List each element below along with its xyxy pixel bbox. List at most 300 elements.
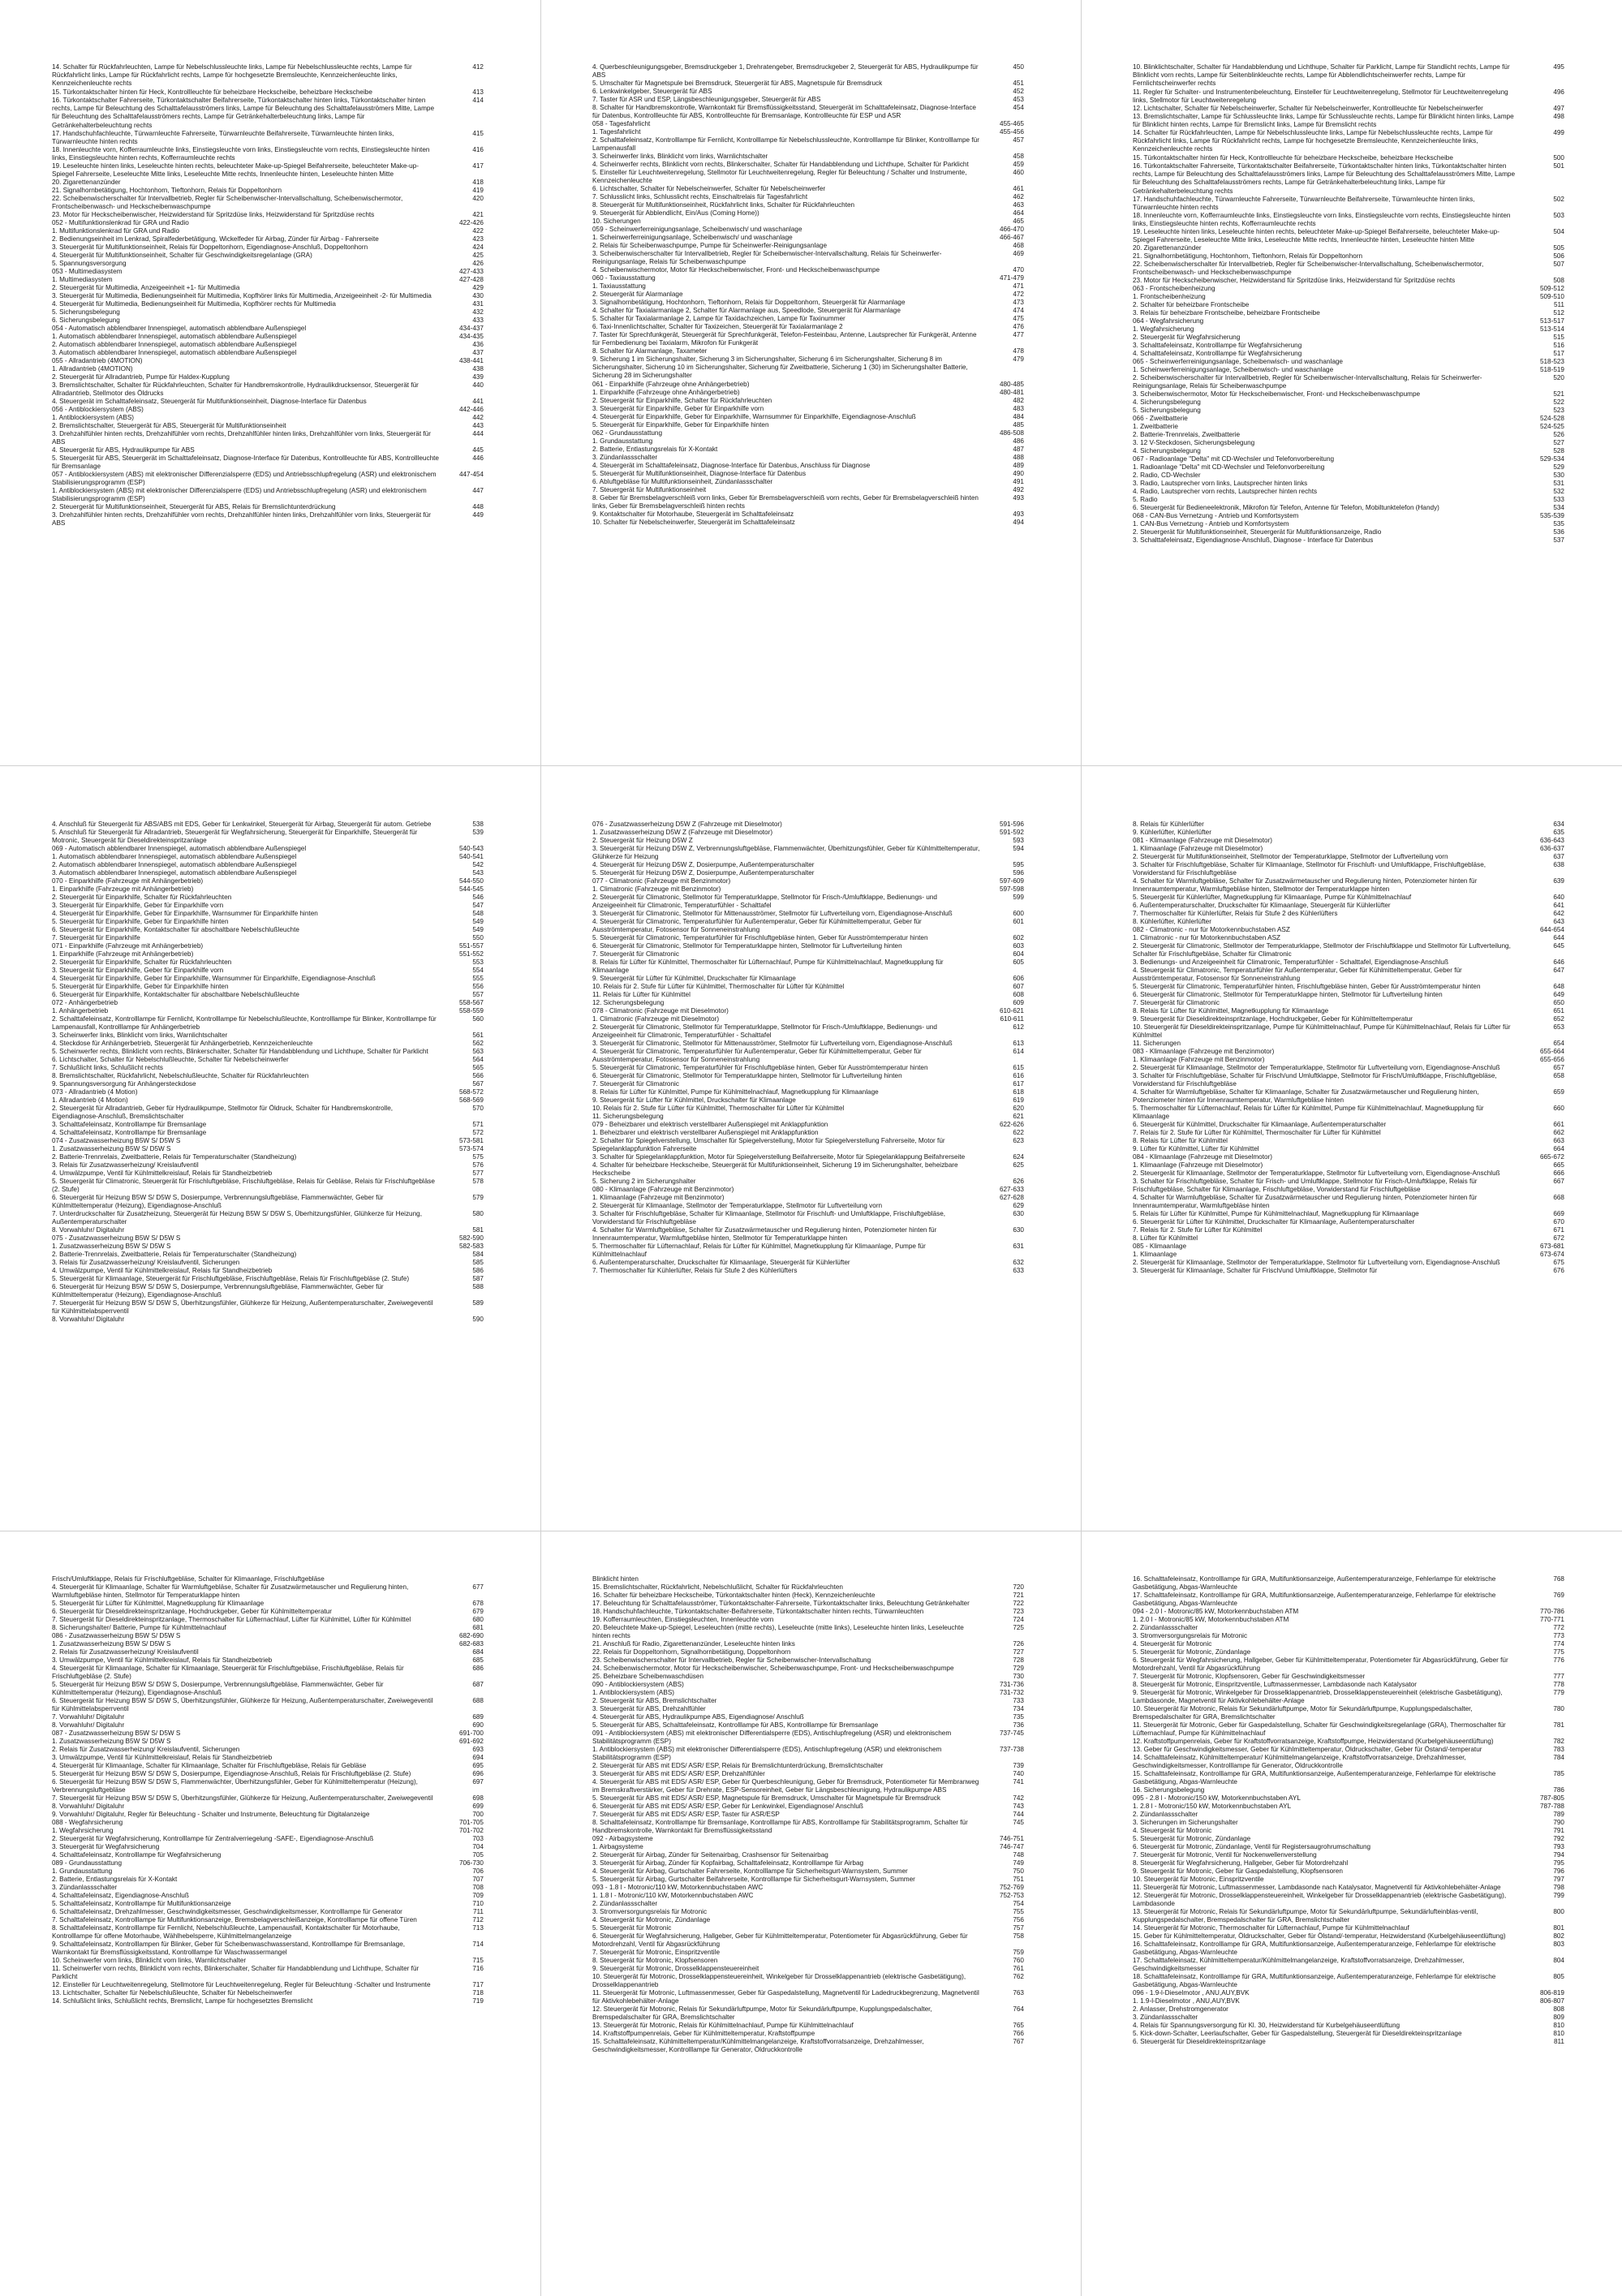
entry-title: 5. Steuergerät für Heizung B5W S/ D5W S, Dosierpumpe, Verbrennungsluftgebläse, Flammenwächter, Geber für Kühlmitteltemperatur (Heizung), Eigendiagnose-Anschluß bbox=[52, 1681, 384, 1697]
entry-title: 23. Motor für Heckscheibenwischer, Heizwiderstand für Spritzdüse links, Heizwiderstand für Spritzdüse rechts bbox=[1133, 277, 1456, 284]
entry-title: 1. Beheizbarer und elektrisch verstellbarer Außenspiegel mit Anklappfunktion bbox=[592, 1129, 819, 1136]
entry-title: 9. Steuergerät für Motronic, Drosselklappensteuereinheit bbox=[592, 1965, 759, 1972]
entry-page-number: 792 bbox=[1553, 1835, 1564, 1842]
index-entry bbox=[52, 414, 484, 422]
entry-page-number: 475 bbox=[1013, 315, 1024, 322]
entry-page-number: 755 bbox=[1013, 1908, 1024, 1915]
entry-title: 3. Scheibenwischerschalter für Intervallbetrieb, Regler für Scheibenwischer-Intervallschaltung, Relais für Scheinwerfer-Reinigungsanlage, Relais für Scheibenwaschpumpe bbox=[592, 250, 942, 266]
entry-page-number: 691-692 bbox=[458, 1738, 484, 1745]
index-entry bbox=[592, 193, 1024, 201]
index-entry bbox=[52, 1129, 484, 1137]
index-entry bbox=[1133, 1007, 1564, 1015]
entry-page-number: 556 bbox=[472, 983, 484, 990]
index-entry bbox=[52, 1608, 484, 1616]
entry-title: 3. Schalttafeleinsatz, Kontrolllampe für Wegfahrsicherung bbox=[1133, 342, 1302, 349]
entry-page-number: 741 bbox=[1013, 1778, 1024, 1786]
index-entry bbox=[1133, 1721, 1564, 1738]
entry-title: 12. Lichtschalter, Schalter für Nebelscheinwerfer, Schalter für Nebelscheinwerfer, Kontrollleuchte für Nebelscheinwerfer bbox=[1133, 105, 1483, 112]
index-entry bbox=[1133, 910, 1564, 918]
entry-page-number: 744 bbox=[1013, 1811, 1024, 1818]
entry-page-number: 451 bbox=[1013, 80, 1024, 87]
entry-title: 4. Steuergerät für Einparkhilfe, Geber für Einparkhilfe, Warnsummer für Einparkhilfe, Eigendiagnose-Anschluß bbox=[592, 413, 916, 420]
entry-page-number: 752-753 bbox=[999, 1892, 1024, 1899]
entry-title: 5. Schalttafeleinsatz, Kontrolllampe für Multifunktionsanzeige bbox=[52, 1900, 231, 1907]
entry-page-number: 673-681 bbox=[1539, 1243, 1564, 1250]
entry-page-number: 513-514 bbox=[1539, 325, 1564, 333]
entry-page-number: 455-465 bbox=[999, 120, 1024, 127]
index-page-5 bbox=[592, 821, 1024, 1518]
entry-title: 23. Motor für Heckscheibenwischer, Heizwiderstand für Spritzdüse links, Heizwiderstand für Spritzdüse rechts bbox=[52, 211, 375, 218]
entry-title: 1. Frontscheibenheizung bbox=[1133, 293, 1206, 300]
entry-page-number: 763 bbox=[1013, 1989, 1024, 1997]
entry-page-number: 775 bbox=[1553, 1648, 1564, 1656]
entry-title: 8. Schalter für Handbremskontrolle, Warnkontakt für Bremsflüssigkeitsstand, Steuergerät im Schalttafeleinsatz, Diagnose-Interface für Datenbus, Kontrollleuchte für ABS, Kontrollleuchte für Bremsanlage, Kontrollleuchte für ESP und ASR bbox=[592, 104, 976, 120]
entry-title: 4. Steuergerät für Klimaanlage, Schalter für Klimaanlage, Schalter für Frischluftgebläse, Relais für Gebläse bbox=[52, 1762, 367, 1769]
entry-title: 21. Signalhornbetätigung, Hochtonhorn, Tieftonhorn, Relais für Doppeltonhorn bbox=[52, 187, 282, 194]
entry-page-number: 513-517 bbox=[1539, 317, 1564, 325]
entry-title: 6. Steuergerät für Motronic, Zündanlage, Ventil für Registersaugrohrumschaltung bbox=[1133, 1843, 1371, 1850]
index-entry bbox=[52, 894, 484, 902]
entry-page-number: 772 bbox=[1553, 1624, 1564, 1631]
entry-title: 1. Zusatzwasserheizung B5W S/ D5W S bbox=[52, 1640, 171, 1648]
index-entry bbox=[592, 299, 1024, 307]
entry-page-number: 668 bbox=[1553, 1194, 1564, 1201]
entry-page-number: 754 bbox=[1013, 1900, 1024, 1907]
entry-title: 4. Schalter für beheizbare Heckscheibe, Steuergerät für Multifunktionseinheit, Sicherung 19 im Sicherungshalter, beheizbare Heckscheibe bbox=[592, 1161, 958, 1178]
entry-page-number: 517 bbox=[1553, 350, 1564, 357]
index-entry bbox=[1133, 520, 1564, 528]
index-entry bbox=[52, 1778, 484, 1794]
entry-title: 9. Steuergerät für Lüfter für Kühlmittel, Druckschalter für Klimaanlage bbox=[592, 1096, 796, 1104]
entry-title: 8. Bremslichtschalter, Rückfahrlicht, Nebelschlußleuchte, Schalter für Rückfahrleuchten bbox=[52, 1072, 309, 1079]
entry-title: 2. Anlasser, Drehstromgenerator bbox=[1133, 2005, 1228, 2013]
entry-title: 1. Multifunktionslenkrad für GRA und Radio bbox=[52, 227, 180, 235]
entry-title: 4. Sicherungsbelegung bbox=[1133, 398, 1201, 406]
entry-title: 2. Batterie-Trennrelais, Zweitbatterie bbox=[1133, 431, 1241, 438]
index-entry bbox=[592, 1048, 1024, 1064]
entry-page-number: 596 bbox=[1013, 869, 1024, 877]
entry-title: 054 - Automatisch abblendbarer Innenspiegel, automatisch abblendbare Außenspiegel bbox=[52, 325, 307, 332]
entry-title: 1. Scheinwerferreinigungsanlage, Scheibenwisch- und waschanlage bbox=[1133, 366, 1334, 373]
index-entry bbox=[592, 226, 1024, 234]
index-entry bbox=[52, 227, 484, 235]
index-entry bbox=[1133, 1746, 1564, 1754]
entry-page-number: 570 bbox=[472, 1105, 484, 1112]
entry-title: 9. Kontaktschalter für Motorhaube, Steuergerät im Schalttafeleinsatz bbox=[592, 510, 794, 518]
index-entry bbox=[52, 243, 484, 252]
entry-page-number: 582-583 bbox=[458, 1243, 484, 1250]
entry-page-number: 554 bbox=[472, 967, 484, 974]
entry-page-number: 497 bbox=[1553, 105, 1564, 112]
entry-page-number: 450 bbox=[1013, 63, 1024, 71]
entry-page-number: 610-611 bbox=[1000, 1015, 1024, 1023]
entry-page-number: 707 bbox=[472, 1876, 484, 1883]
index-entry bbox=[1133, 1973, 1564, 1989]
entry-title: 1. 1.9-l-Dieselmotor , ANU,AUY,BVK bbox=[1133, 1997, 1240, 2005]
entry-page-number: 466-467 bbox=[999, 234, 1024, 241]
entry-page-number: 705 bbox=[472, 1851, 484, 1859]
index-entry bbox=[52, 967, 484, 975]
entry-page-number: 742 bbox=[1013, 1794, 1024, 1802]
entry-page-number: 501 bbox=[1553, 162, 1564, 170]
index-entry bbox=[52, 1153, 484, 1161]
entry-page-number: 625 bbox=[1013, 1161, 1024, 1169]
entry-page-number: 602 bbox=[1013, 934, 1024, 941]
entry-page-number: 647 bbox=[1553, 967, 1564, 974]
entry-title: 3. Steuergerät für Einparkhilfe, Geber für Einparkhilfe vorn bbox=[592, 405, 764, 412]
index-entry bbox=[52, 1040, 484, 1048]
entry-page-number: 790 bbox=[1553, 1819, 1564, 1826]
entry-title: Blinklicht hinten bbox=[592, 1575, 639, 1583]
entry-title: 19. Leseleuchte hinten links, Leseleuchte hinten rechts, beleuchteter Make-up-Spiegel Beifahrerseite, beleuchteter Make-up-Spiegel Fahrerseite, Leseleuchte Mitte links, Leseleuchte Mitte rechts, Innenleuchte hinten, Leseleuchte hinten Mitte bbox=[1133, 228, 1499, 244]
entry-page-number: 465 bbox=[1013, 218, 1024, 225]
entry-page-number: 764 bbox=[1013, 2005, 1024, 2013]
index-entry bbox=[592, 355, 1024, 381]
entry-page-number: 737-745 bbox=[999, 1730, 1024, 1737]
index-entry bbox=[52, 1640, 484, 1648]
index-entry bbox=[52, 1178, 484, 1194]
entry-page-number: 650 bbox=[1553, 999, 1564, 1006]
entry-page-number: 621 bbox=[1013, 1113, 1024, 1120]
entry-title: 3. Drehzahlfühler hinten rechts, Drehzahlfühler vorn rechts, Drehzahlfühler hinten links, Drehzahlfühler vorn links, Steuergerät für ABS bbox=[52, 430, 431, 446]
entry-title: 1. Automatisch abblendbarer Innenspiegel, automatisch abblendbare Außenspiegel bbox=[52, 333, 297, 340]
index-entry bbox=[1133, 390, 1564, 398]
entry-title: 5. Steuergerät für Climatronic, Temperaturfühler für Frischluftgebläse hinten, Geber für Ausströmtemperatur hinten bbox=[592, 1064, 928, 1071]
entry-page-number: 657 bbox=[1553, 1064, 1564, 1071]
entry-page-number: 463 bbox=[1013, 201, 1024, 209]
entry-page-number: 518-523 bbox=[1539, 358, 1564, 365]
index-entry bbox=[52, 1981, 484, 1989]
index-entry bbox=[1133, 374, 1564, 390]
entry-title: 2. Steuergerät für Airbag, Zünder für Seitenairbag, Crashsensor für Seitenairbag bbox=[592, 1851, 828, 1859]
index-entry bbox=[52, 885, 484, 894]
entry-page-number: 731-732 bbox=[999, 1689, 1024, 1696]
index-entry bbox=[1133, 1803, 1564, 1811]
entry-page-number: 778 bbox=[1553, 1681, 1564, 1688]
index-entry bbox=[592, 1161, 1024, 1178]
entry-title: 3. Signalhornbetätigung, Hochtonhorn, Tieftonhorn, Relais für Doppeltonhorn, Steuergerät für Alarmanlage bbox=[592, 299, 906, 306]
entry-page-number: 581 bbox=[472, 1226, 484, 1234]
entry-page-number: 499 bbox=[1553, 129, 1564, 136]
index-entry bbox=[1133, 821, 1564, 829]
index-entry bbox=[592, 510, 1024, 519]
index-entry bbox=[1133, 1754, 1564, 1770]
page-divider-vertical bbox=[1081, 0, 1082, 2296]
entry-page-number: 624 bbox=[1013, 1153, 1024, 1161]
index-entry bbox=[52, 88, 484, 97]
entry-title: 10. Relais für 2. Stufe für Lüfter für Kühlmittel, Thermoschalter für Lüfter für Kühlmittel bbox=[592, 983, 845, 990]
entry-title: 4. Steuergerät für Climatronic, Temperaturfühler für Außentemperatur, Geber für Kühlmitteltemperatur, Geber für Ausströmtemperatur, Fotosensor für Sonneneinstrahlung bbox=[592, 1048, 922, 1064]
index-entry bbox=[592, 958, 1024, 975]
index-entry bbox=[592, 1113, 1024, 1121]
entry-title: 2. Bedienungseinheit im Lenkrad, Spiralfederbetätigung, Wickelfeder für Airbag, Zünder für Airbag - Fahrerseite bbox=[52, 235, 379, 243]
index-entry bbox=[592, 413, 1024, 421]
entry-page-number: 636-637 bbox=[1539, 845, 1564, 852]
entry-title: 7. Steuergerät für Climatronic bbox=[592, 1080, 679, 1088]
entry-title: 6. Steuergerät für Climatronic, Stellmotor für Temperaturklappe hinten, Stellmotor für Luftverteilung hinten bbox=[1133, 991, 1443, 998]
entry-title: 1. Einparkhilfe (Fahrzeuge ohne Anhängerbetrieb) bbox=[592, 389, 740, 396]
index-entry bbox=[592, 1064, 1024, 1072]
index-entry bbox=[1133, 244, 1564, 252]
index-entry bbox=[592, 1592, 1024, 1600]
index-entry bbox=[52, 1007, 484, 1015]
index-entry bbox=[52, 1105, 484, 1121]
entry-page-number: 622 bbox=[1013, 1129, 1024, 1136]
index-entry bbox=[1133, 918, 1564, 926]
entry-title: 5. Thermoschalter für Lüfternachlauf, Relais für Lüfter für Kühlmittel, Pumpe für Kühlmittelnachlauf, Magnetkupplung für Klimaanlage bbox=[1133, 1105, 1484, 1121]
entry-page-number: 582-590 bbox=[458, 1234, 484, 1242]
entry-page-number: 719 bbox=[472, 1997, 484, 2005]
entry-title: 10. Relais für 2. Stufe für Lüfter für Kühlmittel, Thermoschalter für Lüfter für Kühlmittel bbox=[592, 1105, 845, 1112]
entry-title: 3. Steuergerät für Multifunktionseinheit, Relais für Doppeltonhorn, Eigendiagnose-Anschluß, Doppeltonhorn bbox=[52, 243, 368, 251]
entry-page-number: 612 bbox=[1013, 1023, 1024, 1031]
entry-title: 3. Schalter für Frischluftgebläse, Schalter für Frisch/und Umluftklappe, Stellmotor für Frisch/Umluftklappe, Frischluftgebläse, Vorwiderstand für Frischluftgebläse bbox=[1133, 1072, 1497, 1088]
entry-page-number: 604 bbox=[1013, 950, 1024, 958]
index-entry bbox=[52, 487, 484, 503]
index-entry bbox=[52, 1170, 484, 1178]
index-entry bbox=[52, 1746, 484, 1754]
entry-page-number: 687 bbox=[472, 1681, 484, 1688]
entry-title: 070 - Einparkhilfe (Fahrzeuge mit Anhängerbetrieb) bbox=[52, 877, 204, 885]
entry-page-number: 524-528 bbox=[1539, 415, 1564, 422]
entry-page-number: 655-664 bbox=[1539, 1048, 1564, 1055]
entry-page-number: 644-654 bbox=[1539, 926, 1564, 933]
index-entry bbox=[1133, 1689, 1564, 1705]
entry-title: 3. Schalter für Frischluftgebläse, Schalter für Klimaanlage, Stellmotor für Frischluft- und Umluftklappe, Frischluftgebläse, Vorwiderstand für Frischluftgebläse bbox=[592, 1210, 946, 1226]
entry-title: 15. Geber für Kühlmitteltemperatur, Öldruckschalter, Geber für Ölstand/-temperatur, Heizwiderstand (Kurbelgehäuseentlüftung) bbox=[1133, 1932, 1506, 1940]
entry-title: 1. Wegfahrsicherung bbox=[1133, 325, 1194, 333]
index-entry bbox=[592, 1648, 1024, 1656]
entry-page-number: 471 bbox=[1013, 282, 1024, 290]
entry-page-number: 785 bbox=[1553, 1770, 1564, 1777]
index-entry bbox=[592, 88, 1024, 96]
entry-page-number: 798 bbox=[1553, 1884, 1564, 1891]
index-entry bbox=[52, 918, 484, 926]
index-entry bbox=[1133, 1786, 1564, 1794]
entry-title: 5. Sicherungsbelegung bbox=[1133, 407, 1201, 414]
entry-title: 2. Steuergerät für ABS mit EDS/ ASR/ ESP, Relais für Bremslichtunterdrückung, Bremslichtschalter bbox=[592, 1762, 884, 1769]
entry-page-number: 454 bbox=[1013, 104, 1024, 111]
entry-page-number: 540-541 bbox=[458, 853, 484, 860]
index-entry bbox=[592, 1859, 1024, 1867]
entry-page-number: 634 bbox=[1553, 821, 1564, 828]
entry-title: 12. Kraftstoffpumpenrelais, Geber für Kraftstoffvorratsanzeige, Kraftstoffpumpe, Heizwiderstand (Kurbelgehäuseentlüftung) bbox=[1133, 1738, 1494, 1745]
index-entry bbox=[52, 1088, 484, 1096]
entry-title: 2. Steuergerät für Heizung D5W Z bbox=[592, 837, 693, 844]
entry-title: 3. Zündanlassschalter bbox=[1133, 2014, 1198, 2021]
entry-page-number: 453 bbox=[1013, 96, 1024, 103]
index-entry bbox=[1133, 877, 1564, 894]
entry-page-number: 629 bbox=[1013, 1202, 1024, 1209]
entry-page-number: 585 bbox=[472, 1259, 484, 1266]
entry-title: 6. Außentemperaturschalter, Druckschalter für Klimaanlage, Steuergerät für Kühlerlüfter bbox=[592, 1259, 850, 1266]
index-entry bbox=[1133, 105, 1564, 113]
entry-page-number: 623 bbox=[1013, 1137, 1024, 1144]
entry-title: 3. Schalter für Spiegelanklappfunktion, Motor für Spiegelverstellung Beifahrerseite, Motor für Spiegelanklappung Beifahrerseite bbox=[592, 1153, 966, 1161]
index-entry bbox=[1133, 1267, 1564, 1275]
index-entry bbox=[1133, 1648, 1564, 1656]
entry-page-number: 493 bbox=[1013, 510, 1024, 518]
index-entry bbox=[52, 1908, 484, 1916]
entry-page-number: 594 bbox=[1013, 845, 1024, 852]
entry-page-number: 619 bbox=[1013, 1096, 1024, 1104]
index-entry bbox=[592, 1778, 1024, 1794]
index-entry bbox=[592, 2038, 1024, 2054]
index-entry bbox=[1133, 1137, 1564, 1145]
index-entry bbox=[1133, 1811, 1564, 1819]
index-entry bbox=[592, 910, 1024, 918]
index-entry bbox=[52, 1194, 484, 1210]
index-entry bbox=[592, 869, 1024, 877]
entry-page-number: 578 bbox=[472, 1178, 484, 1185]
entry-title: 060 - Taxiausstattung bbox=[592, 274, 656, 282]
index-entry bbox=[592, 885, 1024, 894]
index-entry bbox=[1133, 1616, 1564, 1624]
entry-title: 7. Thermoschalter für Kühlerlüfter, Relais für Stufe 2 des Kühlerlüfters bbox=[592, 1267, 798, 1274]
index-entry bbox=[1133, 162, 1564, 196]
entry-page-number: 716 bbox=[472, 1965, 484, 1972]
entry-title: 4. Schalter für Warmluftgebläse, Schalter für Zusatzwärmetauscher und Regulierung hinten, Potenziometer hinten für Innenraumtemperatur, Warmluftgebläse hinten, Stellmotor für Temperaturklappe hinten bbox=[592, 1226, 937, 1243]
index-entry bbox=[592, 486, 1024, 494]
entry-page-number: 553 bbox=[472, 958, 484, 966]
index-entry bbox=[592, 877, 1024, 885]
entry-title: 4. Schalttafeleinsatz, Eigendiagnose-Anschluß bbox=[52, 1892, 189, 1899]
index-entry bbox=[592, 1007, 1024, 1015]
entry-title: 083 - Klimaanlage (Fahrzeuge mit Benzinmotor) bbox=[1133, 1048, 1275, 1055]
entry-page-number: 542 bbox=[472, 861, 484, 868]
entry-title: 19. Kofferraumleuchten, Einstiegsleuchten, Innenleuchte vorn bbox=[592, 1616, 774, 1623]
entry-title: 6. Taxi-Innenlichtschalter, Schalter für Taxizeichen, Steuergerät für Taxialarmanlage 2 bbox=[592, 323, 843, 330]
entry-title: 11. Steuergerät für Motronic, Luftmassenmesser, Geber für Gaspedalstellung, Magnetventil für Ladedruckbegrenzung, Magnetventil für Aktivkohlebehälter-Anlage bbox=[592, 1989, 979, 2005]
entry-title: 6. Steuergerät für Heizung B5W S/ D5W S, Überhitzungsfühler, Glühkerze für Heizung, Außentemperaturschalter, Zweiwegeventil für Kühlmittelabsperrventil bbox=[52, 1697, 433, 1713]
entry-title: 3. Relais für beheizbare Frontscheibe, beheizbare Frontscheibe bbox=[1133, 309, 1320, 317]
entry-title: 2. Steuergerät für Climatronic, Stellmotor für Temperaturklappe, Stellmotor für Frisch-/Umluftklappe, Bedienungs- und Anzeigeeinheit für Climatronic, Temperaturfühler - Schalttafel bbox=[592, 1023, 937, 1040]
entry-title: 2. Steuergerät für Wegfahrsicherung, Kontrolllampe für Zentralverriegelung -SAFE-, Eigendiagnose-Anschluß bbox=[52, 1835, 374, 1842]
entry-page-number: 591-596 bbox=[999, 821, 1024, 828]
entry-page-number: 706-730 bbox=[458, 1859, 484, 1867]
entry-title: 056 - Antiblockiersystem (ABS) bbox=[52, 406, 144, 413]
entry-page-number: 448 bbox=[472, 503, 484, 510]
index-entry bbox=[592, 1640, 1024, 1648]
entry-page-number: 573-581 bbox=[458, 1137, 484, 1144]
entry-title: 1. Antiblockiersystem (ABS) bbox=[592, 1689, 675, 1696]
index-entry bbox=[1133, 1859, 1564, 1867]
entry-title: 2. Steuergerät für Alarmanlage bbox=[592, 291, 683, 298]
entry-title: 5. Relais für Lüfter für Kühlmittel, Pumpe für Kühlmittelnachlauf, Magnetkupplung für Klimaanlage bbox=[1133, 1210, 1419, 1217]
entry-title: 084 - Klimaanlage (Fahrzeuge mit Dieselmotor) bbox=[1133, 1153, 1273, 1161]
index-page-4 bbox=[52, 821, 484, 1518]
index-entry bbox=[592, 63, 1024, 80]
entry-page-number: 610-621 bbox=[999, 1007, 1024, 1014]
entry-title: 4. Steuergerät für Klimaanlage, Schalter für Warmluftgebläse, Schalter für Zusatzwärmetauscher und Regulierung hinten, Warmluftgebläse hinten, Stellmotor für Temperaturklappe hinten bbox=[52, 1583, 409, 1600]
index-entry bbox=[52, 1697, 484, 1713]
entry-page-number: 724 bbox=[1013, 1616, 1024, 1623]
entry-page-number: 555 bbox=[472, 975, 484, 982]
entry-title: 093 - 1.8 l - Motronic/110 kW, Motorkennbuchstaben AWC bbox=[592, 1884, 764, 1891]
entry-page-number: 490 bbox=[1013, 470, 1024, 477]
index-entry bbox=[1133, 983, 1564, 991]
entry-page-number: 550 bbox=[472, 934, 484, 941]
index-page-8 bbox=[592, 1575, 1024, 2285]
index-entry bbox=[1133, 1835, 1564, 1843]
index-entry bbox=[592, 381, 1024, 389]
entry-title: 1. Allradantrieb (4MOTION) bbox=[52, 365, 133, 373]
entry-title: 15. Türkontaktschalter hinten für Heck, Kontrollleuchte für beheizbare Heckscheibe, beheizbare Heckscheibe bbox=[1133, 154, 1453, 162]
entry-page-number: 487 bbox=[1013, 446, 1024, 453]
entry-title: 061 - Einparkhilfe (Fahrzeuge ohne Anhängerbetrieb) bbox=[592, 381, 750, 388]
entry-page-number: 620 bbox=[1013, 1105, 1024, 1112]
entry-page-number: 783 bbox=[1553, 1746, 1564, 1753]
index-entry bbox=[1133, 1129, 1564, 1137]
index-entry bbox=[52, 958, 484, 967]
entry-title: 6. Steuergerät für Climatronic, Stellmotor für Temperaturklappe hinten, Stellmotor für Luftverteilung hinten bbox=[592, 942, 902, 950]
entry-page-number: 597-609 bbox=[999, 877, 1024, 885]
index-entry bbox=[52, 1121, 484, 1129]
entry-title: 4. Schalter für Taxialarmanlage 2, Schalter für Alarmanlage aus, Speedlode, Steuergerät für Alarmanlage bbox=[592, 307, 901, 314]
index-entry bbox=[52, 430, 484, 446]
entry-page-number: 546 bbox=[472, 894, 484, 901]
entry-page-number: 433 bbox=[472, 317, 484, 324]
index-entry bbox=[592, 120, 1024, 128]
entry-title: 6. Steuergerät für Lüfter für Kühlmittel, Druckschalter für Klimaanlage, Außentemperaturschalter bbox=[1133, 1218, 1415, 1226]
entry-page-number: 503 bbox=[1553, 212, 1564, 219]
index-entry bbox=[52, 1032, 484, 1040]
index-entry bbox=[1133, 845, 1564, 853]
entry-title: 6. Steuergerät für Bedieneelektronik, Mikrofon für Telefon, Antenne für Telefon, Mobiltunktelefon (Handy) bbox=[1133, 504, 1439, 511]
entry-title: 1. Taxiausstattung bbox=[592, 282, 646, 290]
index-entry bbox=[1133, 334, 1564, 342]
index-entry bbox=[1133, 2022, 1564, 2030]
entry-page-number: 711 bbox=[472, 1908, 484, 1915]
index-entry bbox=[1133, 1705, 1564, 1721]
entry-page-number: 492 bbox=[1013, 486, 1024, 493]
entry-title: 3. Zündanlassschalter bbox=[592, 454, 658, 461]
entry-page-number: 616 bbox=[1013, 1072, 1024, 1079]
entry-title: 10. Schalter für Nebelscheinwerfer, Steuergerät im Schalttafeleinsatz bbox=[592, 519, 795, 526]
entry-title: 5. Steuergerät für ABS, Schalttafeleinsatz, Kontrolllampe für ABS, Kontrolllampe für Bremsanlage bbox=[592, 1721, 879, 1729]
entry-title: 4. Steuergerät für Multimedia, Bedienungseinheit für Multimedia, Kopfhörer rechts für Multimedia bbox=[52, 300, 336, 308]
index-entry bbox=[592, 494, 1024, 510]
entry-page-number: 447-454 bbox=[458, 471, 484, 478]
entry-title: 5. Steuergerät für Climatronic, Steuergerät für Frischluftgebläse, Frischluftgebläse, Relais für Gebläse, Relais für Frischluftgebläse (2. Stufe) bbox=[52, 1178, 435, 1194]
entry-title: 2. Batterie-Trennrelais, Zweitbatterie, Relais für Temperaturschalter (Standheizung) bbox=[52, 1251, 297, 1258]
entry-page-number: 414 bbox=[472, 97, 484, 104]
index-entry bbox=[52, 1624, 484, 1632]
entry-title: 7. Relais für 2. Stufe für Lüfter für Kühlmittel bbox=[1133, 1226, 1263, 1234]
index-entry bbox=[1133, 934, 1564, 942]
entry-page-number: 613 bbox=[1013, 1040, 1024, 1047]
index-entry bbox=[1133, 1259, 1564, 1267]
entry-page-number: 670 bbox=[1553, 1218, 1564, 1226]
entry-title: 1. Antiblockiersystem (ABS) mit elektronischer Differentialsperre (EDS), Antischlupfregelung (ASR) und elektronischem Stabilitätsprogramm (ESP) bbox=[592, 1746, 942, 1762]
entry-title: 7. Relais für 2. Stufe für Lüfter für Kühlmittel, Thermoschalter für Lüfter für Kühlmittel bbox=[1133, 1129, 1381, 1136]
index-entry bbox=[592, 1803, 1024, 1811]
entry-title: 7. Steuergerät für Multifunktionseinheit bbox=[592, 486, 707, 493]
entry-title: 066 - Zweitbatterie bbox=[1133, 415, 1188, 422]
entry-page-number: 708 bbox=[472, 1884, 484, 1891]
entry-title: 5. Steuergerät für Motronic bbox=[592, 1924, 672, 1932]
entry-title: 3. Umwälzpumpe, Ventil für Kühlmittelkreislauf, Relais für Standheizbetrieb bbox=[52, 1754, 273, 1761]
index-entry bbox=[52, 1721, 484, 1730]
entry-page-number: 713 bbox=[472, 1924, 484, 1932]
entry-page-number: 632 bbox=[1013, 1259, 1024, 1266]
entry-page-number: 507 bbox=[1553, 261, 1564, 268]
entry-title: 1. 1.8 l - Motronic/110 kW, Motorkennbuchstaben AWC bbox=[592, 1892, 754, 1899]
entry-title: 2. Batterie, Entlastungsrelais für X-Kontakt bbox=[52, 1876, 178, 1883]
entry-title: 069 - Automatisch abblendbarer Innenspiegel, automatisch abblendbare Außenspiegel bbox=[52, 845, 307, 852]
index-entry bbox=[1133, 1770, 1564, 1786]
index-entry bbox=[52, 146, 484, 162]
